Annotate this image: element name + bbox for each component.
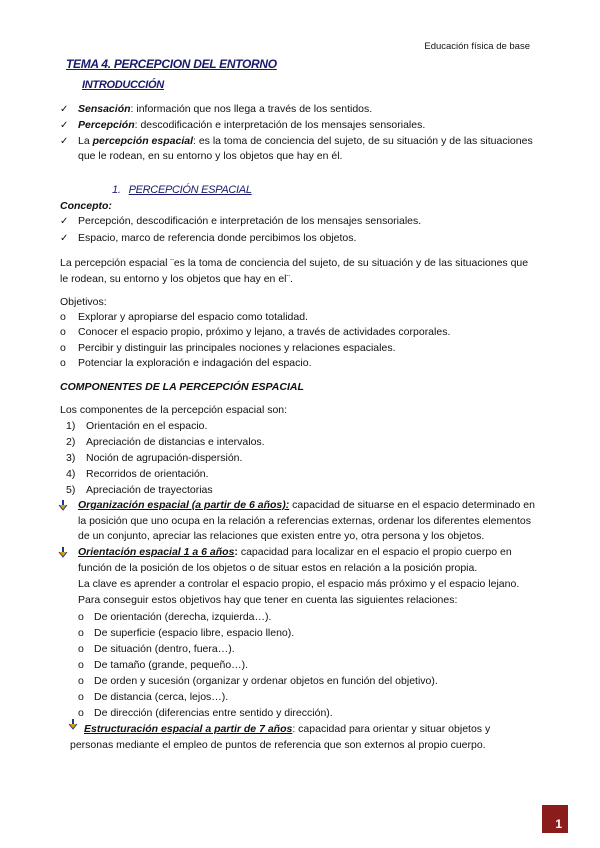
checkmark-icon: ✓	[60, 216, 69, 227]
objetivo-item: o Conocer el espacio propio, próximo y lejano, a través de actividades corporales.	[60, 326, 451, 338]
concepto-item: ✓ Espacio, marco de referencia donde percibimos los objetos.	[60, 232, 357, 244]
arrow-down-bullet-icon	[58, 547, 68, 559]
checkmark-icon: ✓	[60, 136, 69, 147]
intro-term: percepción espacial	[92, 135, 193, 147]
page-header: Educación física de base	[424, 41, 530, 52]
intro-item	[60, 103, 558, 116]
objetivos-label: Objetivos:	[60, 296, 107, 308]
circle-bullet-icon: o	[78, 691, 84, 703]
estructuracion-paragraph: Estructuración espacial a partir de 7 años: capacidad para orientar y situar objetos y	[84, 723, 560, 736]
page-number: 1	[555, 817, 562, 831]
componentes-heading: COMPONENTES DE LA PERCEPCIÓN ESPACIAL	[60, 381, 304, 393]
definition-line: La percepción espacial ¨es la toma de conciencia del sujeto, de su situación y de las situaciones que	[60, 257, 529, 269]
intro-item-continuation: que le rodean, en su entorno y los objetos que hay en él.	[78, 150, 343, 162]
componente-item: 1) Orientación en el espacio.	[66, 420, 208, 432]
objetivo-item: o Potenciar la exploración e indagación del espacio.	[60, 357, 312, 369]
section-number: 1.	[112, 184, 121, 196]
componentes-intro: Los componentes de la percepción espacial son:	[60, 404, 288, 416]
circle-bullet-icon: o	[78, 643, 84, 655]
estructuracion-label: Estructuración espacial a partir de 7 años	[84, 723, 293, 735]
orientacion-line: La clave es aprender a controlar el espacio propio, el espacio más próximo y el espacio lejano.	[78, 578, 520, 590]
estructuracion-line: personas mediante el empleo de puntos de referencia que son externos al propio cuerpo.	[70, 739, 486, 751]
circle-bullet-icon: o	[78, 659, 84, 671]
intro-item	[60, 119, 558, 132]
relacion-item: o De situación (dentro, fuera…).	[78, 643, 235, 655]
organizacion-label: Organización espacial (a partir de 6 años):	[78, 499, 290, 511]
orientacion-line: función de la posición de los objetos o de situar estos en relación a la posición propia.	[78, 562, 478, 574]
concepto-label: Concepto:	[60, 200, 112, 212]
intro-text: : descodificación e interpretación de los mensajes sensoriales.	[134, 119, 426, 131]
orientacion-label: Orientación espacial 1 a 6 años	[78, 546, 235, 558]
relacion-item: o De distancia (cerca, lejos…).	[78, 691, 229, 703]
componente-item: 3) Noción de agrupación-dispersión.	[66, 452, 243, 464]
componente-item: 2) Apreciación de distancias e intervalos.	[66, 436, 265, 448]
objetivo-item: o Percibir y distinguir las principales nociones y relaciones espaciales.	[60, 342, 396, 354]
organizacion-line: la posición que uno ocupa en la relación a referencias externas, ordenar los diferentes elementos	[78, 515, 531, 527]
circle-bullet-icon: o	[78, 611, 84, 623]
section-title: PERCEPCIÓN ESPACIAL	[128, 184, 252, 196]
intro-item	[60, 135, 560, 148]
circle-bullet-icon: o	[78, 675, 84, 687]
organizacion-paragraph: Organización espacial (a partir de 6 años): capacidad de situarse en el espacio determinado en	[78, 499, 560, 512]
circle-bullet-icon: o	[60, 342, 66, 354]
circle-bullet-icon: o	[60, 357, 66, 369]
section-heading	[112, 184, 252, 197]
intro-text: : es la toma de conciencia del sujeto, de su situación y de las situaciones	[193, 135, 533, 147]
arrow-down-bullet-icon	[58, 500, 68, 512]
orientacion-line: Para conseguir estos objetivos hay que tener en cuenta las siguientes relaciones:	[78, 594, 458, 606]
intro-prefix: La	[78, 135, 93, 147]
circle-bullet-icon: o	[78, 627, 84, 639]
page-title: TEMA 4. PERCEPCION DEL ENTORNO	[66, 57, 277, 71]
definition-line: le rodean, su entorno y los objetos que hay en el¨.	[60, 273, 293, 285]
intro-term: Sensación	[78, 103, 131, 115]
relacion-item: o De superficie (espacio libre, espacio lleno).	[78, 627, 295, 639]
componente-item: 5) Apreciación de trayectorias	[66, 484, 213, 496]
objetivo-item: o Explorar y apropiarse del espacio como totalidad.	[60, 311, 308, 323]
checkmark-icon: ✓	[60, 104, 69, 115]
componente-item: 4) Recorridos de orientación.	[66, 468, 209, 480]
page-number-box	[542, 805, 568, 833]
intro-text: : información que nos llega a través de los sentidos.	[130, 103, 373, 115]
circle-bullet-icon: o	[78, 707, 84, 719]
intro-term: Percepción	[78, 119, 135, 131]
relacion-item: o De orden y sucesión (organizar y ordenar objetos en función del objetivo).	[78, 675, 438, 687]
checkmark-icon: ✓	[60, 120, 69, 131]
relacion-item: o De tamaño (grande, pequeño…).	[78, 659, 249, 671]
relacion-item: o De orientación (derecha, izquierda…).	[78, 611, 272, 623]
circle-bullet-icon: o	[60, 326, 66, 338]
checkmark-icon: ✓	[60, 233, 69, 244]
concepto-item: ✓ Percepción, descodificación e interpretación de los mensajes sensoriales.	[60, 215, 422, 227]
organizacion-line: de un conjunto, apreciar las relaciones que existen entre yo, otra persona y los objetos.	[78, 530, 485, 542]
circle-bullet-icon: o	[60, 311, 66, 323]
arrow-down-bullet-icon	[68, 719, 78, 731]
orientacion-paragraph: Orientación espacial 1 a 6 años: capacidad para localizar en el espacio el propio cuerpo en	[78, 546, 560, 559]
relacion-item: o De dirección (diferencias entre sentido y dirección).	[78, 707, 333, 719]
intro-heading: INTRODUCCIÓN	[82, 79, 164, 91]
